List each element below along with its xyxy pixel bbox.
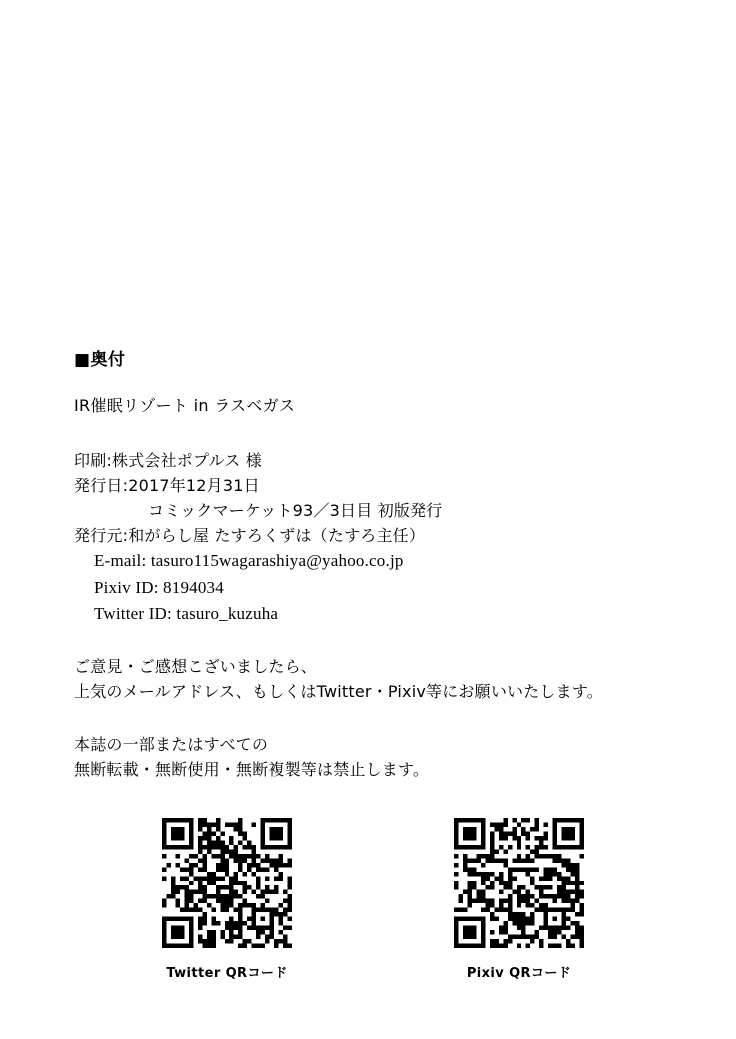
twitter-qr-code — [162, 818, 292, 948]
copyright-line-1: 本誌の一部またはすべての — [74, 735, 269, 754]
feedback-line-1: ご意見・ご感想こざいましたら、 — [74, 657, 318, 677]
imprint-twitter-id: Twitter ID: tasuro_kuzuha — [94, 604, 279, 624]
colophon-section-heading: ■奥付 — [74, 350, 126, 370]
imprint-printer: 印刷:株式会社ポプルス 様 — [74, 451, 262, 471]
pixiv-qr-caption: Pixiv QRコード — [466, 966, 572, 981]
copyright-line-2: 無断転載・無断使用・無断複製等は禁止します。 — [74, 759, 430, 779]
pixiv-qr-block — [444, 818, 594, 981]
imprint-publish-date: 発行日:2017年12月31日 — [74, 475, 260, 495]
imprint-pixiv-id: Pixiv ID: 8194034 — [94, 577, 224, 597]
twitter-qr-caption: Twitter QRコード — [166, 966, 288, 981]
feedback-notice — [74, 655, 674, 705]
imprint-details — [74, 449, 674, 627]
pixiv-qr-code — [454, 818, 584, 948]
copyright-notice — [74, 733, 674, 783]
twitter-qr-block — [152, 818, 302, 981]
colophon-block — [74, 350, 674, 811]
imprint-email: E-mail: tasuro115wagarashiya@yahoo.co.jp — [94, 551, 404, 571]
work-title: IR催眠リゾート in ラスベガス — [74, 396, 296, 416]
qr-code-area — [74, 818, 674, 998]
imprint-publisher: 発行元:和がらし屋 たすろくずは（たすろ主任） — [74, 525, 426, 545]
imprint-event: コミックマーケット93／3日目 初版発行 — [148, 500, 443, 520]
feedback-line-2: 上気のメールアドレス、もしくはTwitter・Pixiv等にお願いいたします。 — [74, 682, 603, 702]
